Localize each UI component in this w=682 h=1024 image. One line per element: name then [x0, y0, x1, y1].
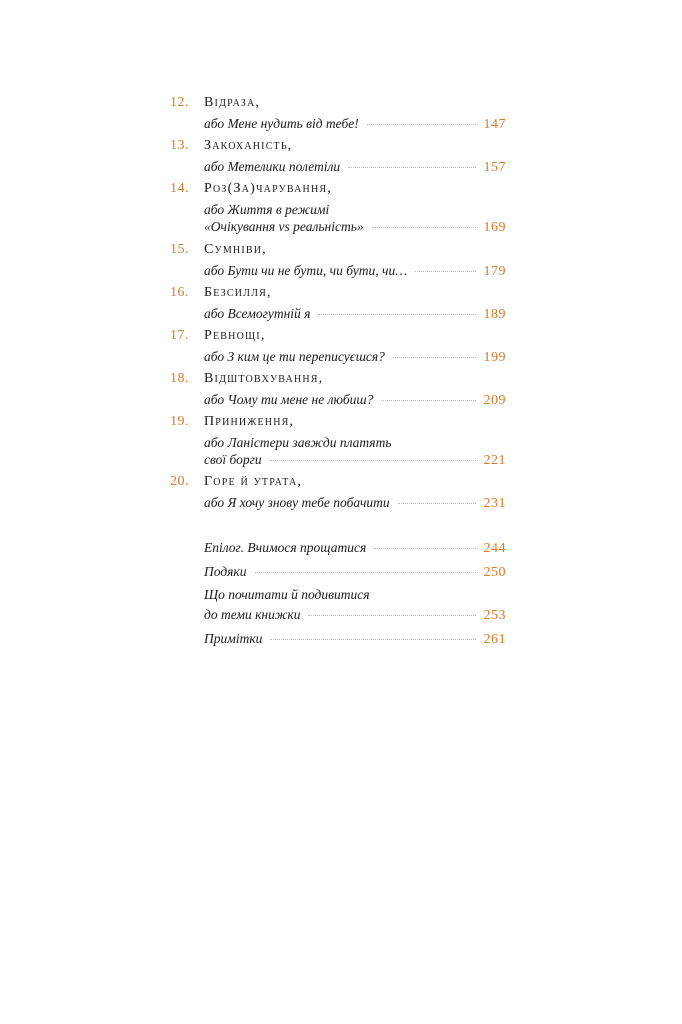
back-matter-title-first-line: Що почитати й подивитися	[204, 587, 370, 602]
chapter-subtitle-line	[204, 263, 506, 281]
chapter-title: Ревнощі,	[204, 328, 266, 343]
chapter-subtitle: або Мене нудить від тебе!	[204, 116, 359, 131]
chapter-subtitle: або Метелики полетіли	[204, 159, 341, 174]
chapter-number: 13.	[170, 138, 189, 153]
page-number: 199	[483, 350, 506, 365]
chapter-subtitle: або Чому ти мене не любиш?	[204, 392, 374, 407]
chapter-number: 20.	[170, 474, 189, 489]
back-matter-notes	[204, 631, 506, 649]
page-number: 250	[483, 565, 506, 580]
page-number: 169	[483, 220, 506, 235]
page-number: 157	[483, 160, 506, 175]
back-matter-epilogue	[204, 540, 506, 558]
back-matter-title: Примітки	[204, 631, 263, 646]
dot-leader	[270, 639, 476, 640]
chapter-subtitle: «Очікування vs реальність»	[204, 219, 364, 234]
chapter-title: Відраза,	[204, 95, 261, 110]
page-number: 189	[483, 307, 506, 322]
chapter-subtitle-first-line: або Ланістери завжди платять	[204, 435, 392, 450]
chapter-subtitle-first-line: або Життя в режимі	[204, 202, 330, 217]
page-number: 261	[483, 632, 506, 647]
page-number: 253	[483, 608, 506, 623]
back-matter-title: до теми книжки	[204, 607, 301, 622]
page-number: 209	[483, 393, 506, 408]
back-matter-title: Подяки	[204, 564, 247, 579]
dot-leader	[270, 460, 476, 461]
chapter-title: Приниження,	[204, 414, 295, 429]
chapter-subtitle-line	[204, 392, 506, 410]
dot-leader	[374, 548, 476, 549]
back-matter-acknowledgements	[204, 564, 506, 582]
chapter-subtitle-line	[204, 306, 506, 324]
dot-leader	[308, 615, 476, 616]
dot-leader	[393, 357, 476, 358]
chapter-number: 12.	[170, 95, 189, 110]
chapter-subtitle-line	[204, 116, 506, 134]
page-number: 147	[483, 117, 506, 132]
chapter-number: 16.	[170, 285, 189, 300]
chapter-title: Сумніви,	[204, 242, 267, 257]
dot-leader	[398, 503, 476, 504]
dot-leader	[381, 400, 476, 401]
chapter-number: 14.	[170, 181, 189, 196]
chapter-title: Роз(За)чарування,	[204, 181, 332, 196]
dot-leader	[318, 314, 476, 315]
chapter-subtitle: або Я хочу знову тебе побачити	[204, 495, 390, 510]
page-number: 221	[483, 453, 506, 468]
chapter-number: 19.	[170, 414, 189, 429]
chapter-number: 15.	[170, 242, 189, 257]
page-number: 231	[483, 496, 506, 511]
chapter-subtitle: свої борги	[204, 452, 262, 467]
dot-leader	[367, 124, 476, 125]
chapter-number: 18.	[170, 371, 189, 386]
chapter-title: Горе й утрата,	[204, 474, 303, 489]
dot-leader	[255, 572, 477, 573]
dot-leader	[372, 227, 476, 228]
chapter-subtitle: або З ким це ти переписуєшся?	[204, 349, 385, 364]
chapter-title: Відштовхування,	[204, 371, 324, 386]
chapter-subtitle-line	[204, 219, 506, 237]
chapter-subtitle-line	[204, 495, 506, 513]
chapter-title: Безсилля,	[204, 285, 272, 300]
chapter-subtitle-line	[204, 349, 506, 367]
chapter-subtitle-line	[204, 452, 506, 470]
chapter-subtitle-line	[204, 159, 506, 177]
page-number: 244	[483, 541, 506, 556]
chapter-subtitle: або Всемогутній я	[204, 306, 311, 321]
page-number: 179	[483, 264, 506, 279]
back-matter-further-reading	[204, 607, 506, 625]
chapter-number: 17.	[170, 328, 189, 343]
chapter-subtitle: або Бути чи не бути, чи бути, чи…	[204, 263, 408, 278]
chapter-title: Закоханість,	[204, 138, 293, 153]
back-matter-title: Епілог. Вчимося прощатися	[204, 540, 367, 555]
dot-leader	[415, 271, 476, 272]
dot-leader	[348, 167, 476, 168]
